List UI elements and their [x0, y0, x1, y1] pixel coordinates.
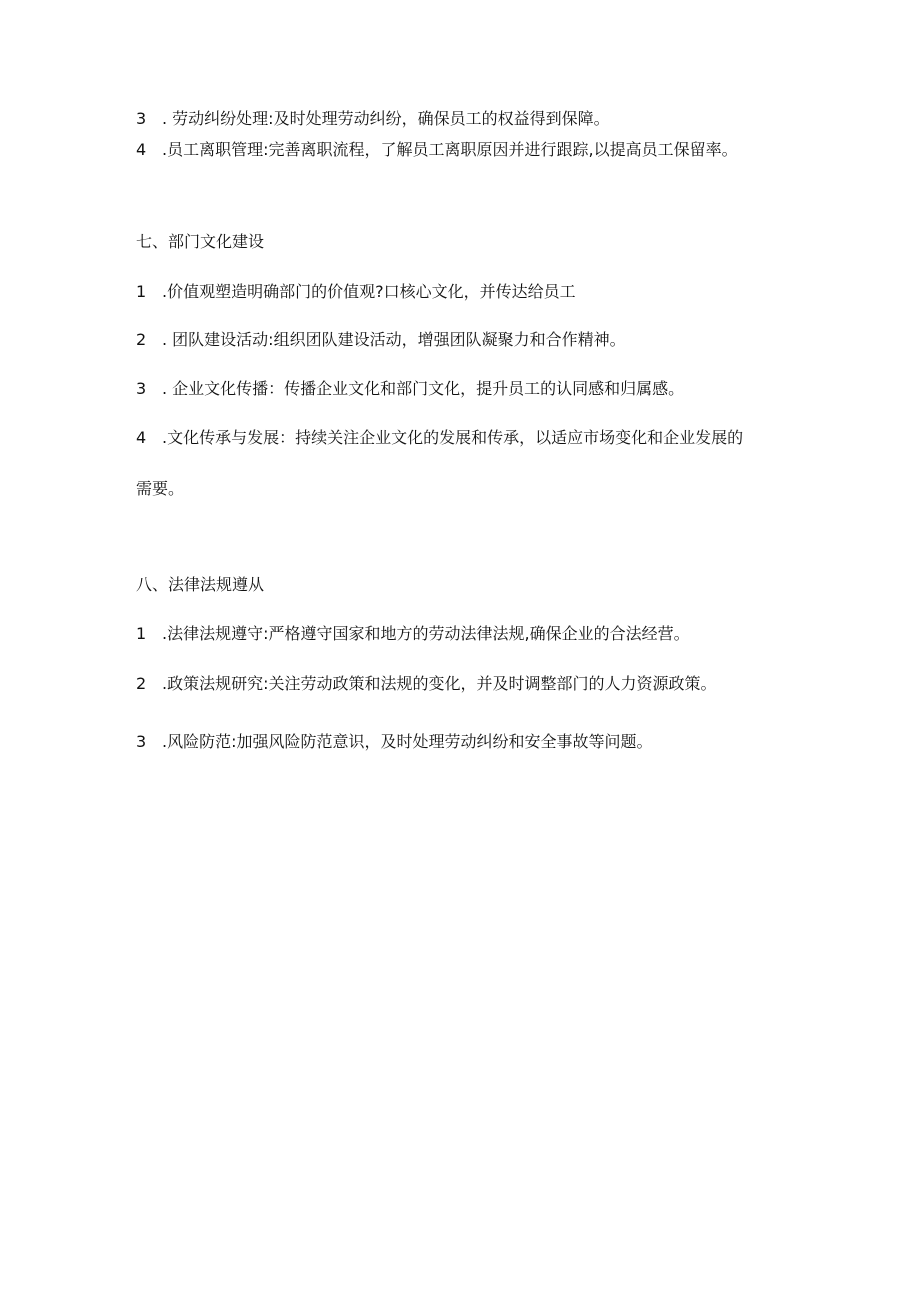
item-text: .政策法规研究:关注劳动政策和法规的变化，并及时调整部门的人力资源政策。	[162, 674, 717, 693]
item-number: 1	[136, 624, 147, 643]
item-number: 1	[136, 282, 147, 301]
item-number: 3	[136, 732, 147, 751]
list-item	[136, 378, 684, 400]
item-number: 2	[136, 330, 147, 349]
list-item	[136, 673, 716, 695]
list-item	[136, 281, 576, 303]
item-text: . 团队建设活动:组织团队建设活动，增强团队凝聚力和合作精神。	[162, 330, 626, 349]
item-number: 4	[136, 428, 147, 447]
item-number: 2	[136, 674, 147, 693]
item-number: 4	[136, 140, 147, 159]
item-text: .法律法规遵守:严格遵守国家和地方的劳动法律法规,确保企业的合法经营。	[162, 624, 690, 643]
list-item	[136, 329, 626, 351]
list-item	[136, 623, 690, 645]
item-text: . 劳动纠纷处理:及时处理劳动纠纷，确保员工的权益得到保障。	[162, 109, 610, 128]
list-item	[136, 427, 743, 449]
list-item-continuation	[136, 478, 184, 500]
item-text: .文化传承与发展：持续关注企业文化的发展和传承，以适应市场变化和企业发展的	[162, 428, 744, 447]
section-heading-8: 八、法律法规遵从	[136, 575, 265, 594]
list-item	[136, 139, 738, 161]
item-text: . 企业文化传播：传播企业文化和部门文化，提升员工的认同感和归属感。	[162, 379, 685, 398]
item-text: .风险防范:加强风险防范意识，及时处理劳动纠纷和安全事故等问题。	[162, 732, 653, 751]
item-text: .价值观塑造明确部门的价值观?口核心文化，并传达给员工	[162, 282, 576, 301]
item-number: 3	[136, 109, 147, 128]
item-text: .员工离职管理:完善离职流程，了解员工离职原因并进行跟踪,以提高员工保留率。	[162, 140, 738, 159]
item-text: 需要。	[136, 479, 185, 498]
item-number: 3	[136, 379, 147, 398]
section-heading-7: 七、部门文化建设	[136, 232, 265, 251]
list-item	[136, 108, 610, 130]
list-item	[136, 731, 652, 753]
